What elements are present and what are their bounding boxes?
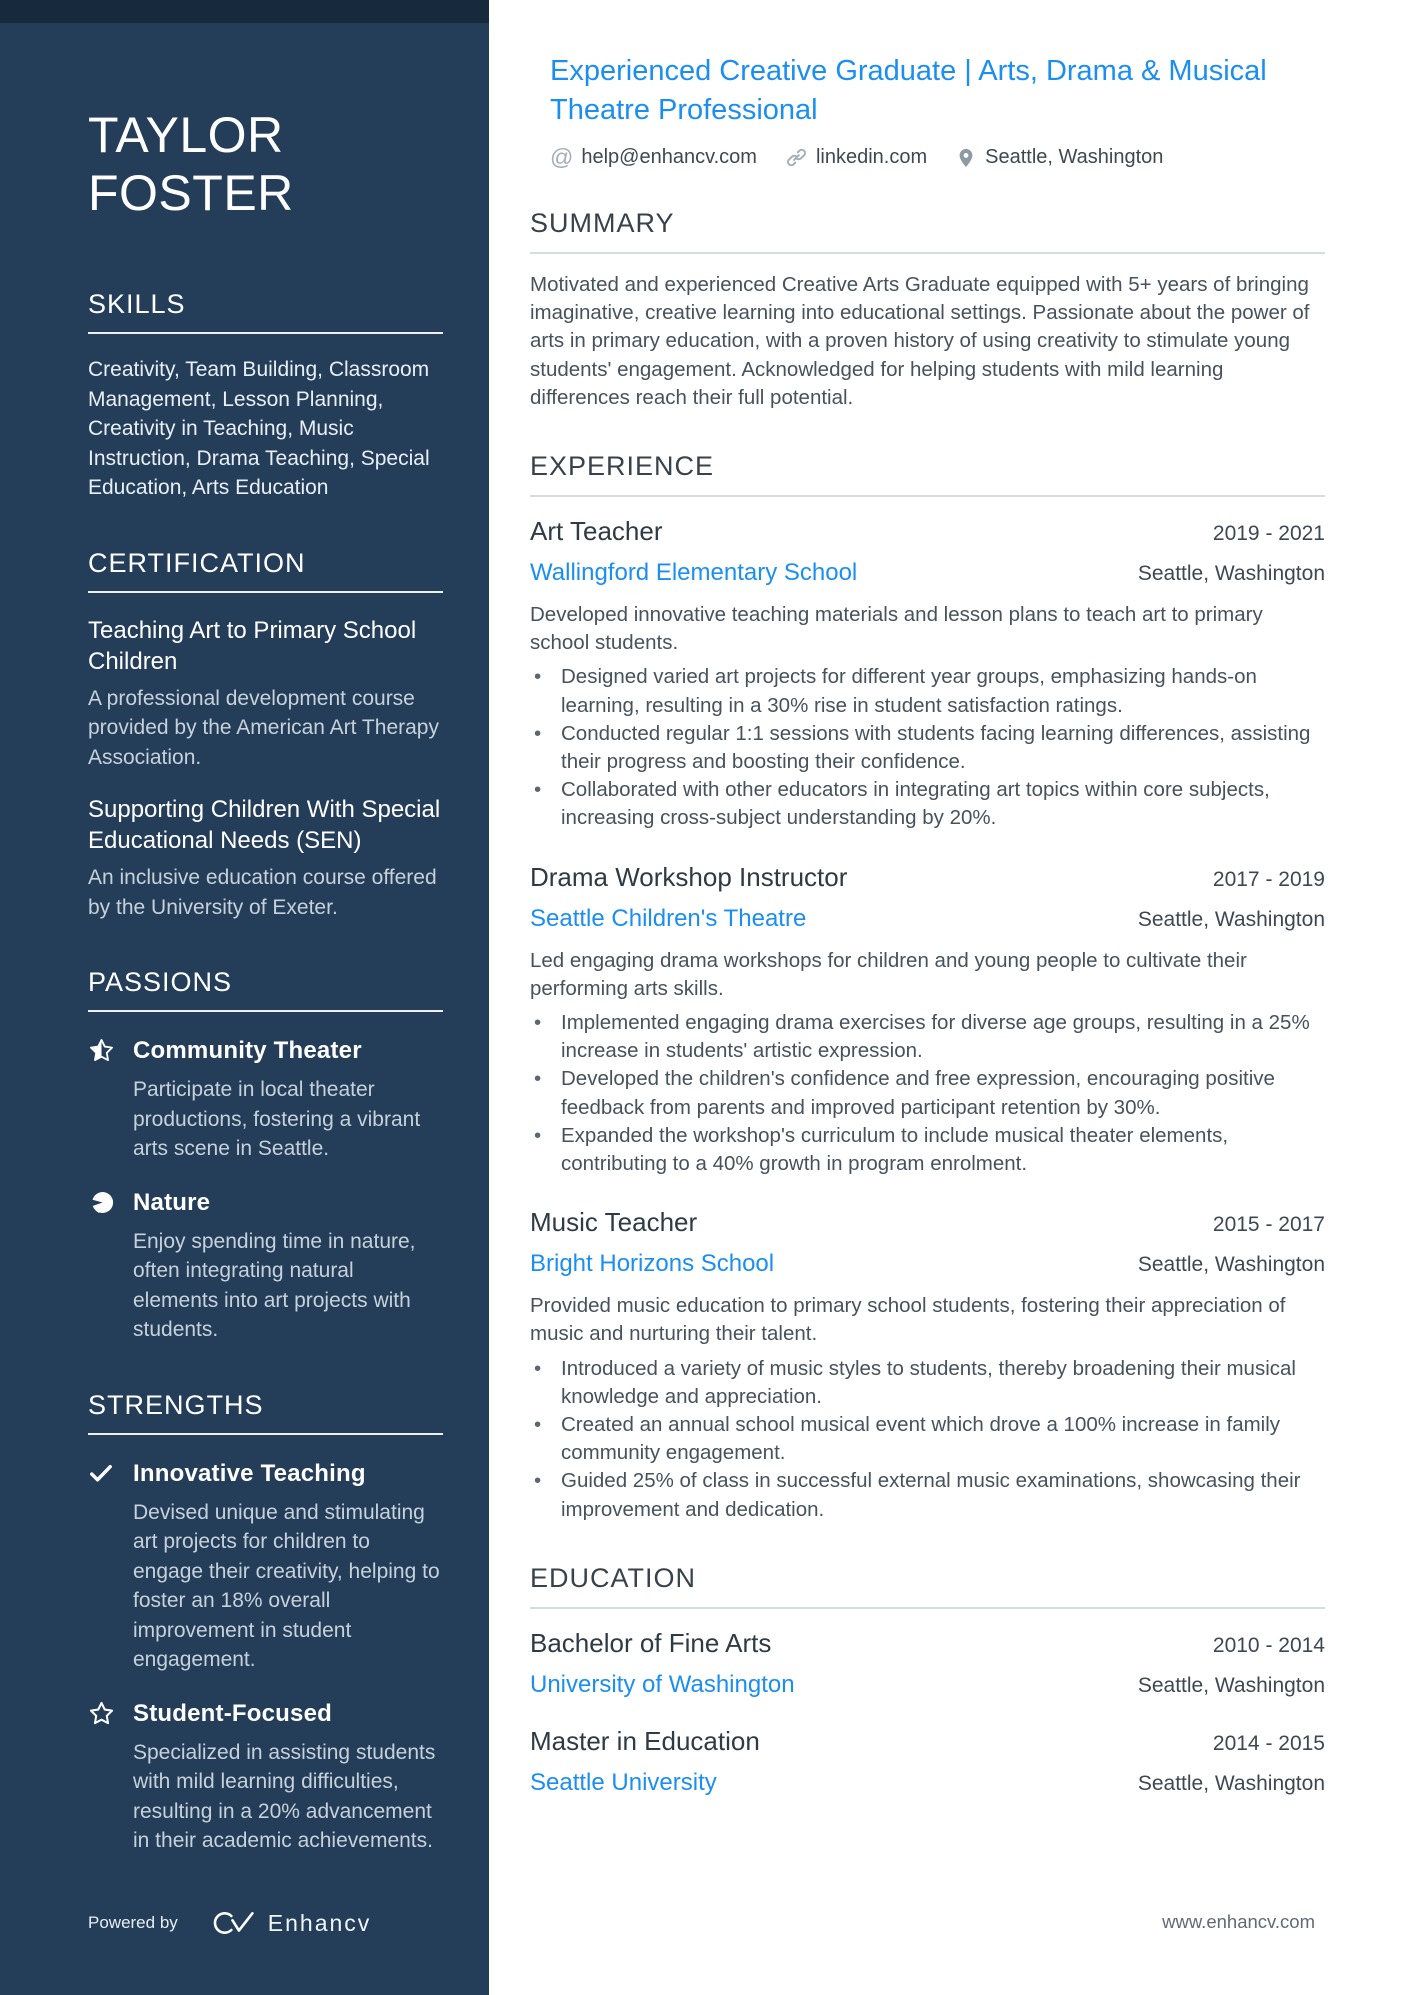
strength-item <box>88 1699 443 1856</box>
job-bullets <box>530 663 1325 832</box>
skills-heading: SKILLS <box>88 289 186 319</box>
skills-text: Creativity, Team Building, Classroom Management, Lesson Planning, Creativity in Teaching, Music Instruction, Drama Teaching, Special Education, Arts Education <box>88 358 430 499</box>
company-link[interactable]: Wallingford Elementary School <box>530 559 858 587</box>
section-divider <box>530 252 1325 254</box>
half-star-icon <box>88 1036 133 1164</box>
degree-dates: 2010 - 2014 <box>1212 1633 1325 1657</box>
strength-item <box>88 1459 443 1675</box>
degree-dates: 2014 - 2015 <box>1212 1731 1325 1755</box>
sidebar-top-bar <box>0 0 489 23</box>
job-title: Art Teacher <box>530 516 663 547</box>
certification-description: A professional development course provided by the American Art Therapy Association. <box>88 686 439 769</box>
passions-heading: PASSIONS <box>88 967 233 997</box>
job-location: Seattle, Washington <box>1137 1253 1325 1277</box>
passion-item <box>88 1036 443 1164</box>
contact-website[interactable] <box>785 146 927 169</box>
summary-section <box>530 207 1325 412</box>
bullet-item: • Introduced a variety of music styles to students, thereby broadening their musical knowledge and appreciation. <box>530 1355 1325 1411</box>
strength-title: Innovative Teaching <box>133 1459 366 1487</box>
strengths-section <box>88 1389 443 1856</box>
education-heading: EDUCATION <box>530 1562 697 1593</box>
certification-description: An inclusive education course offered by the University of Exeter. <box>88 866 437 919</box>
passion-item <box>88 1188 443 1345</box>
job-description: Led engaging drama workshops for children and young people to cultivate their performing arts skills. <box>530 948 1247 1000</box>
contact-row <box>550 146 1325 169</box>
sidebar <box>0 0 489 1995</box>
company-link[interactable]: Seattle Children's Theatre <box>530 904 807 932</box>
certification-title: Teaching Art to Primary School Children <box>88 616 417 675</box>
headline: Experienced Creative Graduate | Arts, Drama & Musical Theatre Professional <box>550 55 1267 126</box>
job-description: Developed innovative teaching materials and lesson plans to teach art to primary school students. <box>530 603 1263 655</box>
contact-website-text: linkedin.com <box>815 146 928 168</box>
strength-description: Devised unique and stimulating art projects for children to engage their creativity, helping to foster an 18% overall improvement in student engagement. <box>133 1500 440 1671</box>
passion-description: Enjoy spending time in nature, often integrating natural elements into art projects with students. <box>133 1229 416 1341</box>
link-icon <box>785 146 808 169</box>
bullet-item: • Conducted regular 1:1 sessions with students facing learning differences, assisting their progress and boosting their confidence. <box>530 720 1325 776</box>
section-divider <box>88 1433 443 1435</box>
job-location: Seattle, Washington <box>1137 562 1325 586</box>
certification-item <box>88 794 443 922</box>
experience-heading: EXPERIENCE <box>530 451 715 482</box>
contact-location-text: Seattle, Washington <box>985 146 1164 168</box>
bullet-item: • Created an annual school musical event which drove a 100% increase in family community engagement. <box>530 1411 1325 1467</box>
passion-title: Nature <box>133 1188 211 1216</box>
sidebar-footer <box>88 1909 371 1937</box>
main-column <box>489 0 1410 1995</box>
passion-description: Participate in local theater productions, fostering a vibrant arts scene in Seattle. <box>133 1078 421 1160</box>
job-dates: 2015 - 2017 <box>1212 1213 1325 1237</box>
education-section <box>530 1562 1325 1798</box>
section-divider <box>530 1607 1325 1609</box>
company-link[interactable]: Bright Horizons School <box>530 1250 775 1278</box>
degree-location: Seattle, Washington <box>1137 1771 1325 1795</box>
passion-title: Community Theater <box>133 1037 362 1064</box>
job-entry <box>530 861 1325 1179</box>
job-dates: 2017 - 2019 <box>1212 867 1325 891</box>
degree-title: Bachelor of Fine Arts <box>530 1627 772 1658</box>
strength-description: Specialized in assisting students with mild learning difficulties, resulting in a 20% advancement in their academic achievements. <box>133 1740 436 1852</box>
location-pin-icon <box>955 147 977 169</box>
bullet-item: • Collaborated with other educators in integrating art topics within core subjects, increasing cross-subject understanding by 20%. <box>530 776 1325 832</box>
bullet-item: • Designed varied art projects for different year groups, emphasizing hands-on learning, resulting in a 30% rise in student satisfaction ratings. <box>530 663 1325 719</box>
school-link[interactable]: University of Washington <box>530 1670 795 1698</box>
job-location: Seattle, Washington <box>1137 907 1325 931</box>
section-divider <box>530 495 1325 497</box>
at-icon: @ <box>550 144 574 170</box>
section-divider <box>88 332 443 334</box>
summary-heading: SUMMARY <box>530 208 675 238</box>
contact-email-text: help@enhancv.com <box>581 146 757 168</box>
resume-header <box>550 52 1325 169</box>
bullet-item: • Developed the children's confidence and free expression, encouraging positive feedback from parents and improved participant retention by 30%. <box>530 1065 1325 1121</box>
school-link[interactable]: Seattle University <box>530 1768 717 1796</box>
section-divider <box>88 1010 443 1012</box>
check-icon <box>88 1459 133 1675</box>
certification-section <box>88 547 443 923</box>
summary-text: Motivated and experienced Creative Arts Graduate equipped with 5+ years of bringing imaginative, creative learning into educational settings. Passionate about the power of arts in primary education, with a proven history of using creativity to stimulate young students' engagement. Acknowledged for helping students with mild learning differences reach their full potential. <box>530 273 1310 409</box>
enhancv-url[interactable]: www.enhancv.com <box>1162 1911 1315 1932</box>
person-name: TAYLOR FOSTER <box>88 107 294 221</box>
job-entry <box>530 515 1325 833</box>
enhancv-brand-label: Enhancv <box>267 1909 372 1936</box>
bullet-item: • Expanded the workshop's curriculum to include musical theater elements, contributing to a 40% growth in program enrolment. <box>530 1122 1325 1178</box>
strength-title: Student-Focused <box>133 1699 332 1727</box>
job-title: Drama Workshop Instructor <box>530 861 848 892</box>
star-outline-icon <box>88 1699 133 1856</box>
experience-section <box>530 450 1325 1524</box>
passions-section <box>88 966 443 1345</box>
job-bullets <box>530 1355 1325 1524</box>
bullet-item: • Guided 25% of class in successful external music examinations, showcasing their improvement and dedication. <box>530 1467 1325 1523</box>
job-description: Provided music education to primary school students, fostering their appreciation of music and nurturing their talent. <box>530 1294 1286 1346</box>
powered-by-label: Powered by <box>88 1913 178 1932</box>
job-dates: 2019 - 2021 <box>1212 522 1325 546</box>
certification-heading: CERTIFICATION <box>88 547 306 578</box>
section-divider <box>88 591 443 593</box>
enhancv-logo-icon <box>208 1909 258 1937</box>
bullet-item: • Implemented engaging drama exercises for diverse age groups, resulting in a 25% increase in students' artistic expression. <box>530 1009 1325 1065</box>
degree-location: Seattle, Washington <box>1137 1673 1325 1697</box>
degree-title: Master in Education <box>530 1725 760 1756</box>
skills-section <box>88 288 443 503</box>
degree-entry <box>530 1725 1325 1798</box>
strengths-heading: STRENGTHS <box>88 1389 264 1420</box>
degree-entry <box>530 1627 1325 1700</box>
certification-title: Supporting Children With Special Educational Needs (SEN) <box>88 796 441 854</box>
job-title: Music Teacher <box>530 1207 698 1238</box>
contact-location <box>955 146 1163 169</box>
job-bullets <box>530 1009 1325 1178</box>
certification-item <box>88 615 443 773</box>
nature-head-icon <box>88 1188 133 1345</box>
job-entry <box>530 1206 1325 1524</box>
contact-email[interactable] <box>550 146 757 169</box>
